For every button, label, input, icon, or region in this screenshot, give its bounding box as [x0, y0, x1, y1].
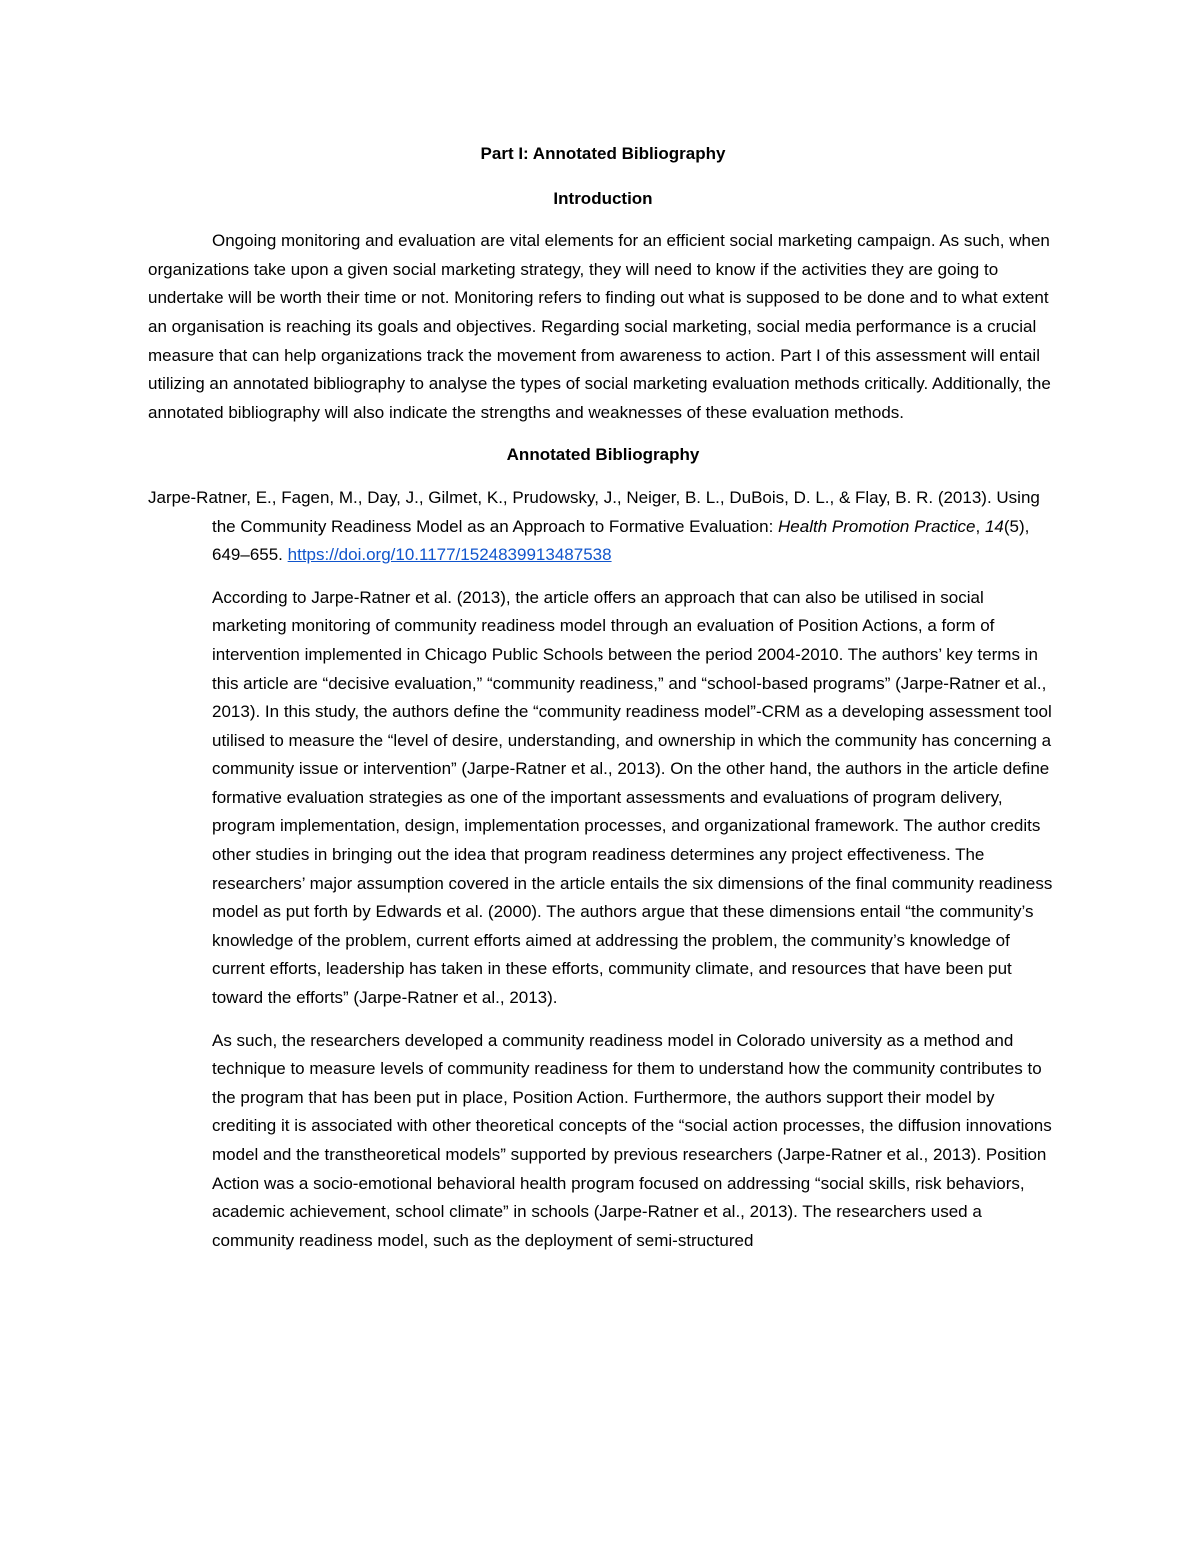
- reference-authors-title: Jarpe-Ratner, E., Fagen, M., Day, J., Gilmet, K., Prudowsky, J., Neiger, B. L., DuBois, D. L., & Flay, B. R. (2013). Using the Community Readiness Model as an Approach to Formative Evaluation:: [148, 487, 1040, 536]
- doi-link[interactable]: https://doi.org/10.1177/1524839913487538: [287, 545, 612, 565]
- document-body: [148, 140, 1058, 1269]
- part-title: Part I: Annotated Bibliography: [480, 144, 726, 163]
- reference-volume: 14: [984, 516, 1004, 536]
- reference-journal: Health Promotion Practice: [778, 516, 976, 536]
- annotation-paragraph-1: According to Jarpe-Ratner et al. (2013), the article offers an approach that can also be utilised in social marketing monitoring of community readiness model through an evaluation of Position Actions, a form of intervention implemented in Chicago Public Schools between the period 2004-2010. The authors’ key terms in this article are “decisive evaluation,” “community readiness,” and “school-based programs” (Jarpe-Ratner et al., 2013). In this study, the authors define the “community readiness model”-CRM as a developing assessment tool utilised to measure the “level of desire, understanding, and ownership in which the community has concerning a community issue or intervention” (Jarpe-Ratner et al., 2013). On the other hand, the authors in the article define formative evaluation strategies as one of the important assessments and evaluations of program delivery, program implementation, design, implementation processes, and organizational framework. The author credits other studies in bringing out the idea that program readiness determines any project effectiveness. The researchers’ major assumption covered in the article entails the six dimensions of the final community readiness model as put forth by Edwards et al. (2000). The authors argue that these dimensions entail “the community’s knowledge of the problem, current efforts aimed at addressing the problem, the community’s knowledge of current efforts, leadership has taken in these efforts, community climate, and resources that have been put toward the efforts” (Jarpe-Ratner et al., 2013).: [212, 587, 1053, 1008]
- reference-separator: ,: [975, 516, 985, 536]
- annotated-bibliography-heading: Annotated Bibliography: [506, 445, 700, 465]
- annotation-paragraph-2: As such, the researchers developed a community readiness model in Colorado university as a method and technique to measure levels of community readiness for them to understand how the community contributes to the program that has been put in place, Position Action. Furthermore, the authors support their model by crediting it is associated with other theoretical concepts of the “social action processes, the diffusion innovations model and the transtheoretical models” supported by previous researchers (Jarpe-Ratner et al., 2013). Position Action was a socio-emotional behavioral health program focused on addressing “social skills, risk behaviors, academic achievement, school climate” in schools (Jarpe-Ratner et al., 2013). The researchers used a community readiness model, such as the deployment of semi-structured: [212, 1030, 1052, 1250]
- reference-entry: [148, 484, 1058, 570]
- reference-issue-pages: (5), 649–655.: [212, 516, 1030, 565]
- introduction-heading: Introduction: [553, 188, 653, 208]
- introduction-paragraph: Ongoing monitoring and evaluation are vital elements for an efficient social marketing campaign. As such, when organizations take upon a given social marketing strategy, they will need to know if the activities they are going to undertake will be worth their time or not. Monitoring refers to finding out what is supposed to be done and to what extent an organisation is reaching its goals and objectives. Regarding social marketing, social media performance is a crucial measure that can help organizations track the movement from awareness to action. Part I of this assessment will entail utilizing an annotated bibliography to analyse the types of social marketing evaluation methods critically. Additionally, the annotated bibliography will also indicate the strengths and weaknesses of these evaluation methods.: [148, 231, 1051, 422]
